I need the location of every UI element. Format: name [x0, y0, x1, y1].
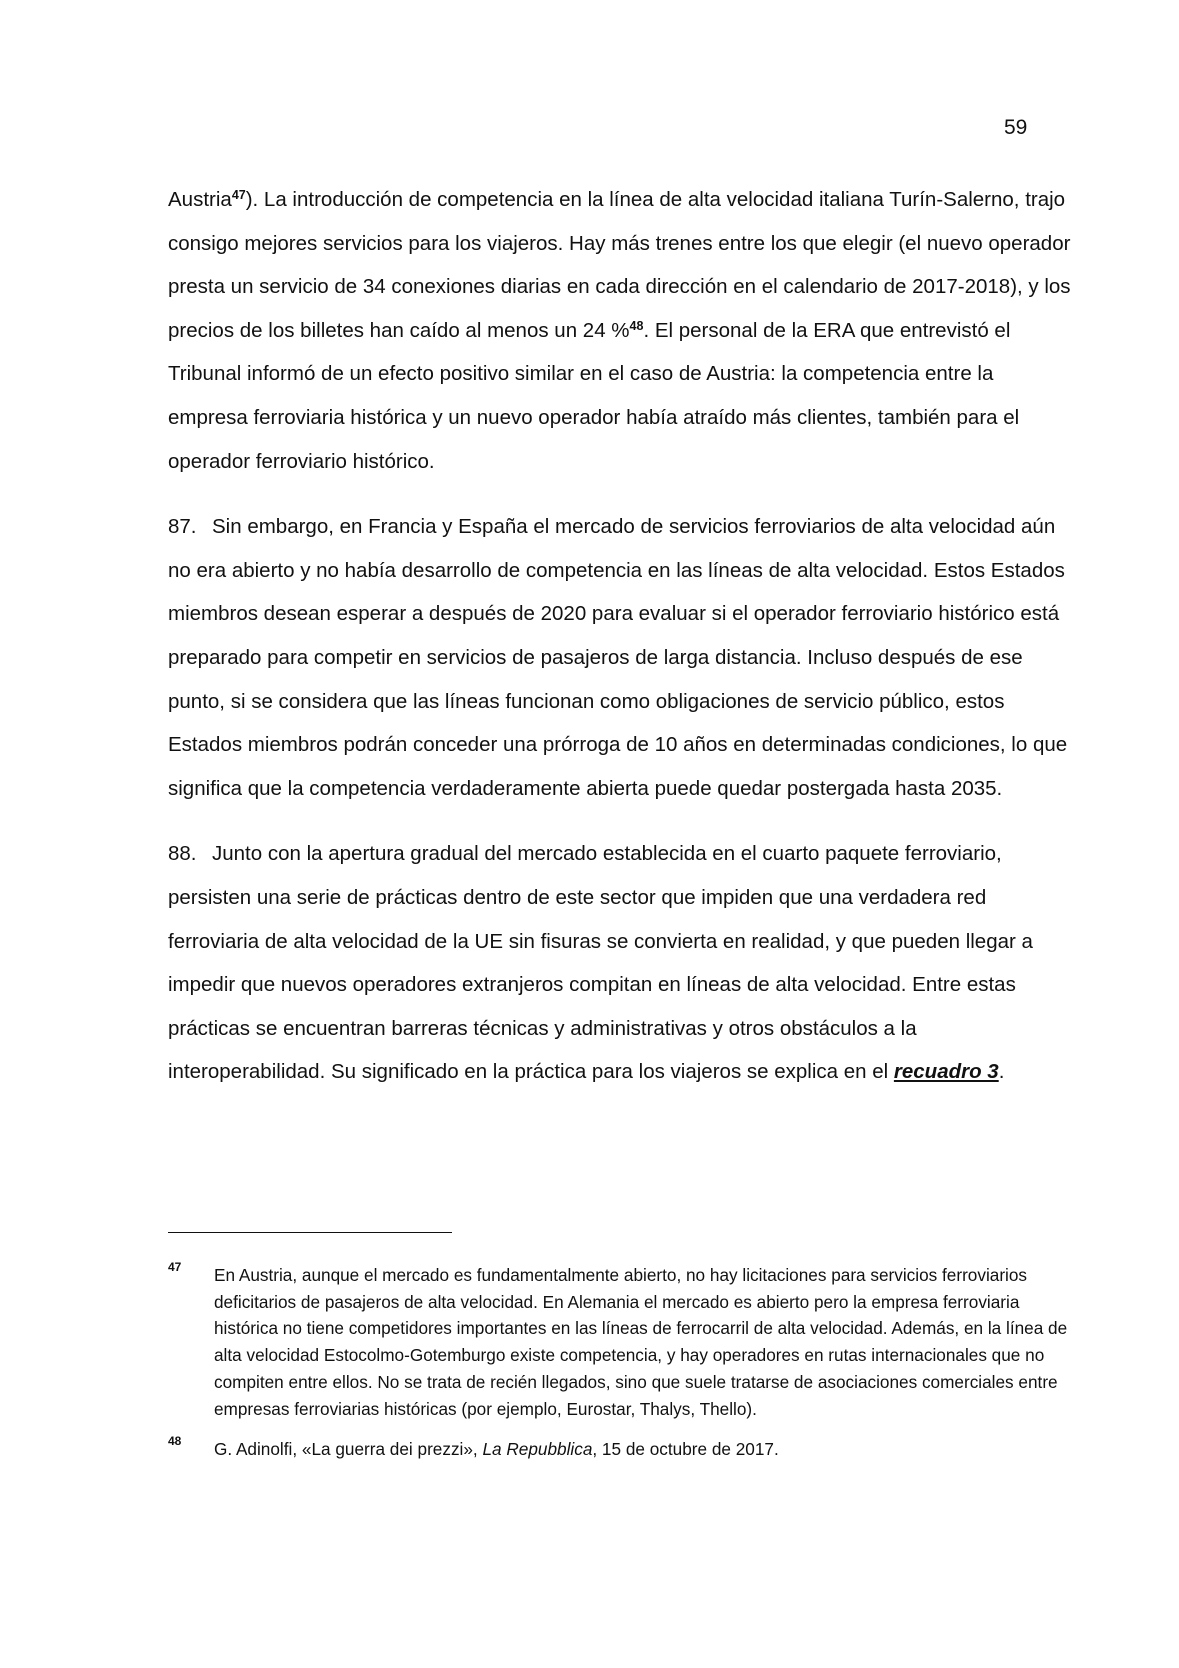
main-text [168, 178, 1073, 1094]
footnote-47 [168, 1262, 1073, 1422]
footnote-text: En Austria, aunque el mercado es fundamentalmente abierto, no hay licitaciones para servicios ferroviarios deficitarios de pasajeros de alta velocidad. En Alemania el mercado es abierto pero la empresa ferroviaria histórica no tiene competidores importantes en las líneas de ferrocarril de alta velocidad. Además, en la línea de alta velocidad Estocolmo-Gotemburgo existe competencia, y hay operadores en rutas internacionales que no compiten entre ellos. No se trata de recién llegados, sino que suele tratarse de asociaciones comerciales entre empresas ferroviarias históricas (por ejemplo, Eurostar, Thalys, Thello). [214, 1265, 1068, 1419]
paragraph-87 [168, 505, 1073, 810]
footnote-ref-47[interactable]: 47 [231, 188, 246, 202]
footnote-ref-48[interactable]: 48 [629, 318, 644, 333]
paragraph-text: Junto con la apertura gradual del mercado establecida en el cuarto paquete ferroviario, persisten una serie de prácticas dentro de este sector que impiden que una verdadera red ferroviaria de alta velocidad de la UE sin fisuras se convierta en realidad, y que pueden llegar a impedir que nuevos operadores extranjeros compitan en líneas de alta velocidad. Entre estas prácticas se encuentran barreras técnicas y administrativas y otros obstáculos a la interoperabilidad. Su significado en la práctica para los viajeros se explica en el [168, 842, 1033, 1084]
footnote-text: , 15 de octubre de 2017. [592, 1439, 779, 1460]
paragraph-text: . El personal de la ERA que entrevistó el Tribunal informó de un efecto positivo similar en el caso de Austria: la competencia entre la empresa ferroviaria histórica y un nuevo operador había atraído más clientes, también para el operador ferroviario histórico. [168, 318, 1020, 473]
paragraph-text: Austria [168, 188, 232, 211]
box-3-link[interactable]: recuadro 3 [893, 1060, 999, 1084]
page-number: 59 [1004, 116, 1028, 139]
footnote-separator [168, 1232, 452, 1233]
footnote-48 [168, 1436, 1073, 1463]
newspaper-title: La Repubblica [482, 1439, 593, 1460]
paragraph-text: . [998, 1060, 1005, 1084]
footnote-number: 47 [168, 1260, 182, 1274]
footnote-text: G. Adinolfi, «La guerra dei prezzi», [214, 1439, 483, 1460]
paragraph-continuation [168, 178, 1073, 483]
paragraph-number: 88. [168, 842, 197, 866]
paragraph-text: Sin embargo, en Francia y España el mercado de servicios ferroviarios de alta velocidad aún no era abierto y no había desarrollo de competencia en las líneas de alta velocidad. Estos Estados miembros desean esperar a después de 2020 para evaluar si el operador ferroviario histórico está preparado para competir en servicios de pasajeros de larga distancia. Incluso después de ese punto, si se considera que las líneas funcionan como obligaciones de servicio público, estos Estados miembros podrán conceder una prórroga de 10 años en determinadas condiciones, lo que significa que la competencia verdaderamente abierta puede quedar postergada hasta 2035. [168, 515, 1068, 800]
paragraph-text: ). La introducción de competencia en la línea de alta velocidad italiana Turín-Salerno, trajo consigo mejores servicios para los viajeros. Hay más trenes entre los que elegir (el nuevo operador presta un servicio de 34 conexiones diarias en cada dirección en el calendario de 2017-2018), y los precios de los billetes han caído al menos un 24 % [168, 188, 1071, 342]
paragraph-88 [168, 832, 1073, 1094]
footnotes [168, 1262, 1073, 1463]
paragraph-number: 87. [168, 515, 197, 539]
footnote-number: 48 [168, 1434, 182, 1449]
